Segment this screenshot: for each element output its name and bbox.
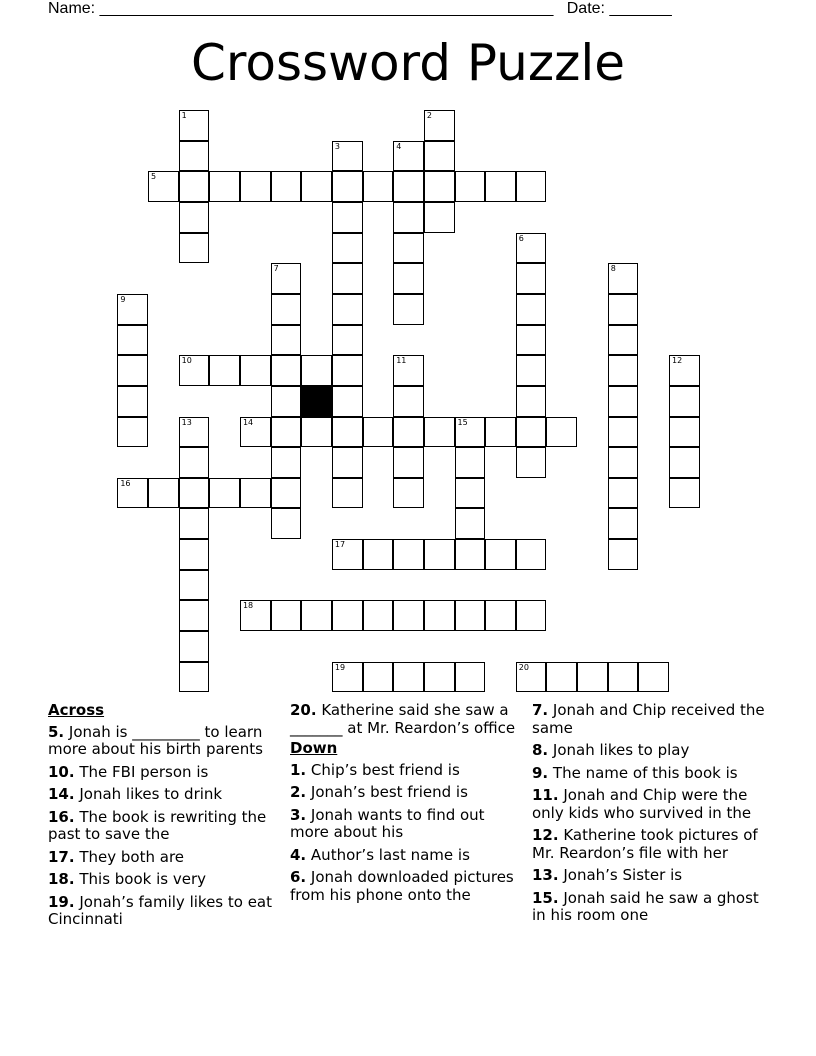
grid-cell[interactable] [485,171,516,202]
clue-number-label: 5 [151,172,157,182]
grid-cell[interactable] [516,539,547,570]
grid-cell[interactable] [424,539,455,570]
grid-cell[interactable] [638,662,669,693]
grid-cell[interactable] [393,662,424,693]
grid-cell[interactable] [332,141,363,172]
grid-cell[interactable] [424,202,455,233]
grid-cell[interactable] [393,355,424,386]
date-label: Date: [566,0,605,17]
clue-number-label: 17 [334,540,346,550]
clue-number: 8. [532,741,549,759]
grid-cell[interactable] [608,325,639,356]
clue-item [48,809,273,844]
black-cell [301,386,332,417]
grid-cell[interactable] [516,417,547,448]
clue-item [48,724,273,759]
grid-cell[interactable] [271,294,302,325]
clue-text: The FBI person is [79,762,209,781]
clue-text: Jonah is _________ to learn more about his birth parents [48,722,263,758]
grid-cell[interactable] [393,386,424,417]
clue-number-label: 2 [426,111,432,120]
grid-cell[interactable] [485,600,516,631]
grid-cell[interactable] [516,447,547,478]
grid-cell[interactable] [148,478,179,509]
clue-number: 11. [532,786,559,804]
grid-cell[interactable] [179,508,210,539]
grid-cell[interactable] [271,263,302,294]
grid-cell[interactable] [393,294,424,325]
clue-item [290,762,525,780]
page-title: Crossword Puzzle [191,34,625,92]
grid-cell[interactable] [332,294,363,325]
grid-cell[interactable] [148,171,179,202]
grid-cell[interactable] [393,202,424,233]
grid-cell[interactable] [301,355,332,386]
clue-text: Author’s last name is [310,845,470,864]
clue-text: Jonah wants to find out more about his [290,805,485,841]
clue-text: Katherine took pictures of Mr. Reardon’s file with her [532,826,758,862]
clue-number-label: 14 [242,417,254,427]
clue-text: Jonah said he saw a ghost in his room one [532,888,759,924]
clue-number: 3. [290,805,307,824]
clue-item [532,742,772,760]
grid-cell[interactable] [424,662,455,693]
grid-cell[interactable] [179,662,210,693]
grid-cell[interactable] [240,171,271,202]
grid-cell[interactable] [608,662,639,693]
grid-cell[interactable] [455,478,486,509]
clue-number: 19. [48,892,75,911]
grid-cell[interactable] [271,355,302,386]
grid-cell[interactable] [516,263,547,294]
grid-cell[interactable] [271,447,302,478]
across-clue-list-continued [290,702,525,737]
clue-item [532,867,772,885]
grid-cell[interactable] [271,600,302,631]
grid-cell[interactable] [332,478,363,509]
grid-cell[interactable] [516,294,547,325]
grid-cell[interactable] [485,417,516,448]
grid-cell[interactable] [301,417,332,448]
grid-cell[interactable] [332,171,363,202]
clue-number: 5. [48,722,65,741]
clue-text: Katherine said she saw a _______ at Mr. Reardon’s office [290,701,516,737]
clue-number: 6. [290,868,307,886]
clue-text: This book is very [79,870,207,888]
clue-number: 9. [532,763,549,782]
clue-text: Jonah and Chip were the only kids who survived in the [532,786,752,822]
grid-cell[interactable] [393,478,424,509]
clue-text: Jonah likes to play [552,741,690,759]
clue-number-label: 15 [457,417,468,427]
grid-cell[interactable] [209,478,240,509]
grid-cell[interactable] [608,539,639,570]
down-clue-list-continued [532,702,772,925]
grid-cell[interactable] [393,539,424,570]
grid-cell[interactable] [117,355,148,386]
grid-cell[interactable] [393,171,424,202]
grid-cell[interactable] [608,417,639,448]
clue-number: 4. [290,845,307,864]
grid-cell[interactable] [608,508,639,539]
grid-cell[interactable] [271,417,302,448]
clue-text: Chip’s best friend is [310,760,460,779]
grid-cell[interactable] [332,202,363,233]
grid-cell[interactable] [271,325,302,356]
grid-cell[interactable] [240,417,271,448]
clue-column-3 [532,702,772,930]
clue-number-label: 10 [181,356,192,366]
grid-cell[interactable] [424,171,455,202]
clue-text: Jonah’s family likes to eat Cincinnati [48,892,273,928]
grid-cell[interactable] [393,141,424,172]
grid-cell[interactable] [393,447,424,478]
clue-text: Jonah likes to drink [79,785,223,803]
clue-column-1 [48,702,273,934]
clue-number: 16. [48,807,75,826]
grid-cell[interactable] [271,171,302,202]
grid-cell[interactable] [516,171,547,202]
grid-cell[interactable] [455,417,486,448]
grid-cell[interactable] [179,478,210,509]
clue-number: 2. [290,783,307,801]
grid-cell[interactable] [301,600,332,631]
grid-cell[interactable] [179,202,210,233]
clue-item [532,765,772,783]
grid-cell[interactable] [608,447,639,478]
grid-cell[interactable] [424,417,455,448]
grid-cell[interactable] [179,539,210,570]
down-heading: Down [290,739,338,757]
grid-cell[interactable] [393,600,424,631]
clue-number: 15. [532,888,559,907]
clue-number-label: 4 [396,141,402,151]
clue-item [290,784,525,802]
clue-number-label: 9 [120,294,126,304]
grid-cell[interactable] [117,417,148,448]
clue-number-label: 12 [672,356,683,366]
grid-cell[interactable] [608,294,639,325]
clue-text: The book is rewriting the past to save the [48,807,267,843]
grid-cell[interactable] [455,539,486,570]
grid-cell[interactable] [455,662,486,693]
grid-cell[interactable] [608,263,639,294]
grid-cell[interactable] [363,662,394,693]
grid-cell[interactable] [516,233,547,264]
clue-text: Jonah downloaded pictures from his phone onto the [290,868,514,904]
grid-cell[interactable] [669,478,700,509]
name-blank[interactable]: ___________________________________________________ [99,0,554,17]
grid-cell[interactable] [393,417,424,448]
grid-cell[interactable] [271,386,302,417]
clue-item [48,786,273,804]
clue-number-label: 16 [120,478,131,488]
grid-cell[interactable] [669,386,700,417]
grid-cell[interactable] [669,355,700,386]
clue-item [532,890,772,925]
grid-cell[interactable] [332,417,363,448]
grid-cell[interactable] [332,325,363,356]
grid-cell[interactable] [209,171,240,202]
grid-cell[interactable] [424,110,455,141]
name-label: Name: [48,0,96,17]
clue-item [290,869,525,904]
grid-cell[interactable] [240,600,271,631]
grid-cell[interactable] [516,662,547,693]
clue-number-label: 20 [518,662,529,672]
grid-cell[interactable] [455,447,486,478]
clue-text: Jonah’s best friend is [310,783,468,801]
clue-item [532,827,772,862]
grid-cell[interactable] [117,478,148,509]
grid-cell[interactable] [332,539,363,570]
grid-cell[interactable] [240,478,271,509]
grid-cell[interactable] [179,141,210,172]
grid-cell[interactable] [516,600,547,631]
clue-item [532,702,772,737]
clue-number-label: 8 [610,264,616,274]
clue-number: 20. [290,701,317,719]
clue-text: They both are [79,847,185,866]
clue-number-label: 1 [181,111,187,120]
grid-cell[interactable] [179,355,210,386]
clue-item [532,787,772,822]
grid-cell[interactable] [516,355,547,386]
grid-cell[interactable] [363,171,394,202]
clue-number-label: 18 [242,601,254,611]
grid-cell[interactable] [363,539,394,570]
grid-cell[interactable] [332,263,363,294]
grid-cell[interactable] [209,355,240,386]
grid-cell[interactable] [179,417,210,448]
grid-cell[interactable] [332,662,363,693]
down-clue-list [290,762,525,905]
grid-cell[interactable] [393,233,424,264]
clue-number: 14. [48,785,75,803]
grid-cell[interactable] [577,662,608,693]
grid-cell[interactable] [546,662,577,693]
grid-cell[interactable] [179,570,210,601]
clue-number-label: 13 [181,417,192,427]
grid-cell[interactable] [424,141,455,172]
grid-cell[interactable] [332,355,363,386]
clue-number-label: 6 [518,233,524,243]
clue-item [290,807,525,842]
clue-number-label: 19 [334,662,346,672]
grid-cell[interactable] [240,355,271,386]
date-blank[interactable]: _______ [609,0,672,17]
clue-item [48,849,273,867]
grid-cell[interactable] [332,233,363,264]
grid-cell[interactable] [455,600,486,631]
grid-cell[interactable] [393,263,424,294]
grid-cell[interactable] [179,600,210,631]
grid-cell[interactable] [608,478,639,509]
clue-text: Jonah’s Sister is [563,866,683,884]
grid-cell[interactable] [301,171,332,202]
grid-cell[interactable] [332,447,363,478]
grid-cell[interactable] [669,447,700,478]
grid-cell[interactable] [179,171,210,202]
grid-cell[interactable] [608,386,639,417]
clue-number: 18. [48,870,75,888]
clue-item [290,847,525,865]
grid-cell[interactable] [363,600,394,631]
across-clue-list [48,724,273,929]
grid-cell[interactable] [117,325,148,356]
clue-number: 10. [48,762,75,781]
clue-number: 1. [290,760,307,779]
grid-cell[interactable] [546,417,577,448]
grid-cell[interactable] [485,539,516,570]
grid-cell[interactable] [117,386,148,417]
grid-cell[interactable] [179,447,210,478]
across-heading: Across [48,701,105,719]
grid-cell[interactable] [669,417,700,448]
clue-number-label: 7 [273,264,279,274]
clue-item [48,764,273,782]
grid-cell[interactable] [455,508,486,539]
grid-cell[interactable] [332,386,363,417]
clue-item [290,702,525,737]
grid-cell[interactable] [332,600,363,631]
grid-cell[interactable] [271,478,302,509]
grid-cell[interactable] [424,600,455,631]
grid-cell[interactable] [516,325,547,356]
clue-text: The name of this book is [552,763,738,782]
grid-cell[interactable] [455,171,486,202]
grid-cell[interactable] [117,294,148,325]
clue-item [48,871,273,889]
grid-cell[interactable] [608,355,639,386]
clue-number: 7. [532,701,549,719]
clue-number-label: 11 [396,356,407,366]
clue-text: Jonah and Chip received the same [532,701,765,737]
grid-cell[interactable] [179,631,210,662]
grid-cell[interactable] [179,110,210,141]
grid-cell[interactable] [179,233,210,264]
clue-item [48,894,273,929]
grid-cell[interactable] [271,508,302,539]
grid-cell[interactable] [516,386,547,417]
clue-number: 17. [48,847,75,866]
clue-number-label: 3 [334,141,340,151]
clue-number: 12. [532,826,559,844]
clue-column-2 [290,702,525,909]
clue-number: 13. [532,866,559,884]
grid-cell[interactable] [363,417,394,448]
